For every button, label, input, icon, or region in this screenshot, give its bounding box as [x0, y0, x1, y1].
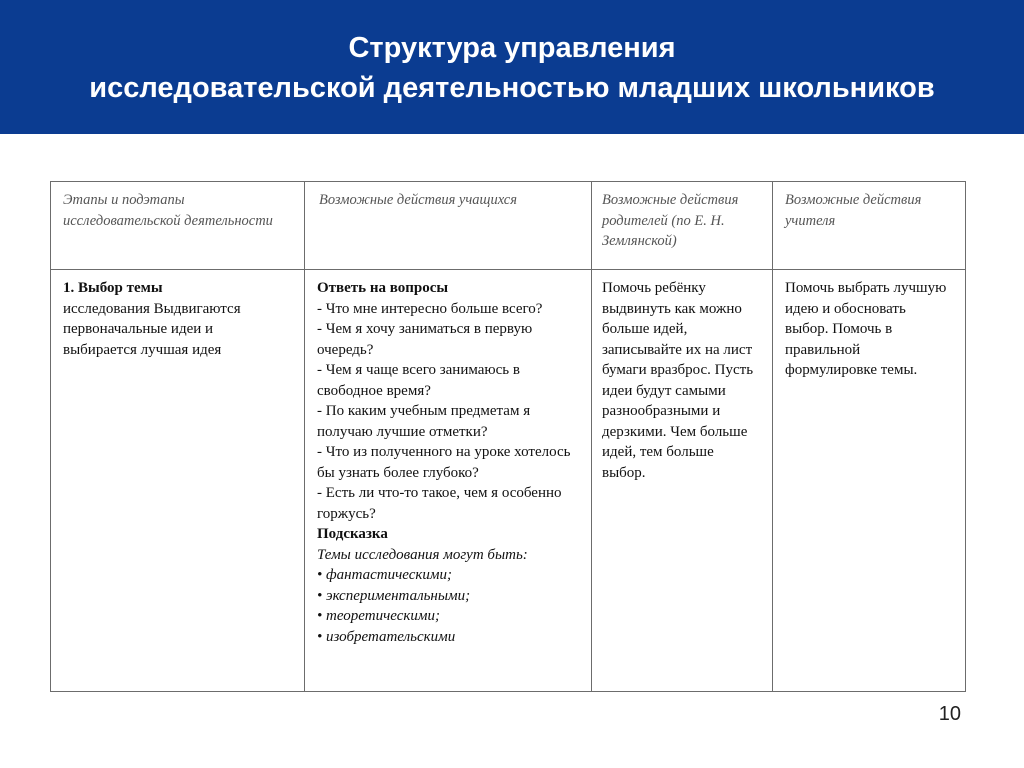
teacher-actions-cell: Помочь выбрать лучшую идею и обосновать выбор. Помочь в правильной формулировке темы.: [773, 270, 966, 692]
header-parent-actions: Возможные действия родителей (по Е. Н. Землянской): [592, 182, 773, 270]
header-stages: Этапы и подэтапы исследовательской деятельности: [51, 182, 305, 270]
questions-title: Ответь на вопросы: [317, 280, 449, 296]
header-teacher-actions: Возможные действия учителя: [773, 182, 966, 270]
table-header-row: [51, 182, 966, 270]
stage-cell: [51, 270, 305, 692]
stage-text: исследования Выдвигаются первоначальные идеи и выбирается лучшая идея: [63, 300, 241, 358]
question-item: - По каким учебным предметам я получаю лучшие отметки?: [317, 403, 531, 440]
hint-intro: Темы исследования могут быть:: [317, 546, 528, 563]
question-item: - Чем я хочу заниматься в первую очередь?: [317, 321, 533, 358]
page-number: 10: [938, 703, 961, 725]
question-item: - Чем я чаще всего занимаюсь в свободное время?: [317, 362, 520, 399]
hint-item: • изобретательскими: [317, 628, 456, 645]
slide-title-line-2: исследовательской деятельностью младших школьников: [89, 72, 935, 104]
header-student-actions: Возможные действия учащихся: [305, 182, 592, 270]
hint-item: • фантастическими;: [317, 567, 452, 583]
table-row: [51, 270, 966, 692]
hint-item: • теоретическими;: [317, 608, 440, 624]
question-item: - Что из полученного на уроке хотелось бы узнать более глубоко?: [317, 444, 571, 481]
question-item: - Что мне интересно больше всего?: [317, 300, 543, 317]
question-item: - Есть ли что-то такое, чем я особенно горжусь?: [317, 485, 562, 522]
title-banner: [0, 0, 1024, 134]
student-actions-cell: [305, 270, 592, 692]
parent-actions-cell: Помочь ребёнку выдвинуть как можно больше идей, записывайте их на лист бумаги вразброс. Пусть идеи будут самыми разнообразными и дерзкими. Чем больше идей, тем больше выбор.: [592, 270, 773, 692]
stage-title: 1. Выбор темы: [63, 280, 163, 296]
slide-title-line-1: Структура управления: [348, 32, 676, 64]
hint-title: Подсказка: [317, 526, 388, 542]
research-management-table: [50, 181, 966, 692]
hint-item: • экспериментальными;: [317, 587, 471, 604]
